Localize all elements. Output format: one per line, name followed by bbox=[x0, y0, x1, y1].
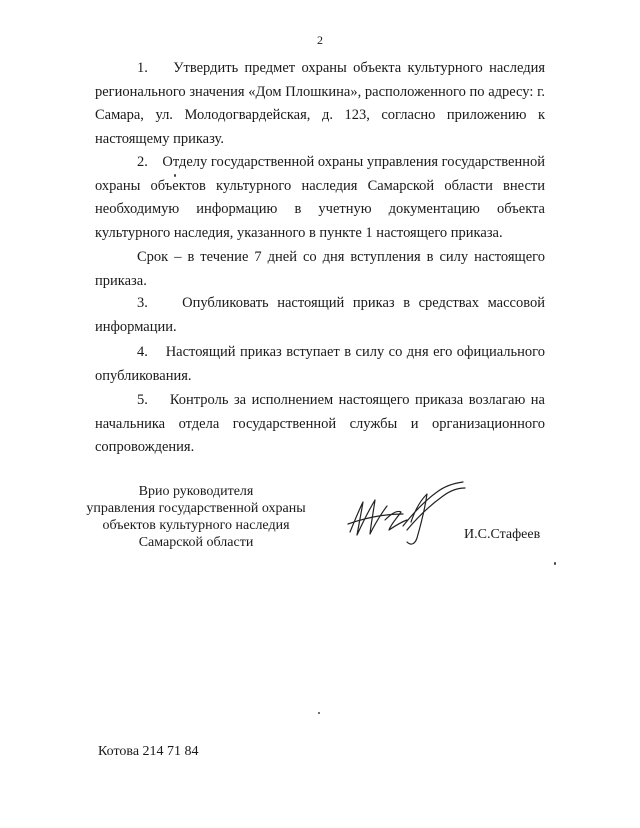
paragraph-5: 5. Контроль за исполнением настоящего приказа возлагаю на начальника отдела государственной службы и организационного сопровождения. bbox=[95, 392, 545, 455]
scan-speck bbox=[554, 562, 556, 565]
paragraph-4: 4. Настоящий приказ вступает в силу со дня его официального опубликования. bbox=[95, 344, 545, 384]
page-number: 2 bbox=[317, 33, 323, 47]
signer-position-line: объектов культурного наследия bbox=[102, 518, 290, 533]
handwritten-signature bbox=[345, 480, 470, 550]
scan-speck bbox=[174, 174, 176, 177]
executor-contact: Котова 214 71 84 bbox=[98, 744, 199, 759]
paragraph-2-deadline: Срок – в течение 7 дней со дня вступления в силу настоящего приказа. bbox=[95, 249, 545, 289]
paragraph-1: 1. Утвердить предмет охраны объекта культурного наследия регионального значения «Дом Плошкина», расположенного по адресу: г. Самара, ул. Молодогвардейская, д. 123, согласно приложению к настоящему приказу. bbox=[95, 60, 545, 147]
paragraph-3: 3. Опубликовать настоящий приказ в средствах массовой информации. bbox=[95, 295, 545, 335]
signer-position-line: управления государственной охраны bbox=[86, 501, 306, 516]
signer-position-line: Врио руководителя bbox=[138, 484, 254, 499]
signer-position-line: Самарской области bbox=[138, 535, 254, 550]
scan-speck bbox=[318, 712, 320, 714]
paragraph-2: 2. Отделу государственной охраны управления государственной охраны объектов культурного наследия Самарской области внести необходимую информацию в учетную документацию объекта культурного наследия, указанного в пункте 1 настоящего приказа. bbox=[95, 154, 546, 241]
signer-position bbox=[86, 483, 306, 551]
signer-name: И.С.Стафеев bbox=[464, 527, 541, 542]
